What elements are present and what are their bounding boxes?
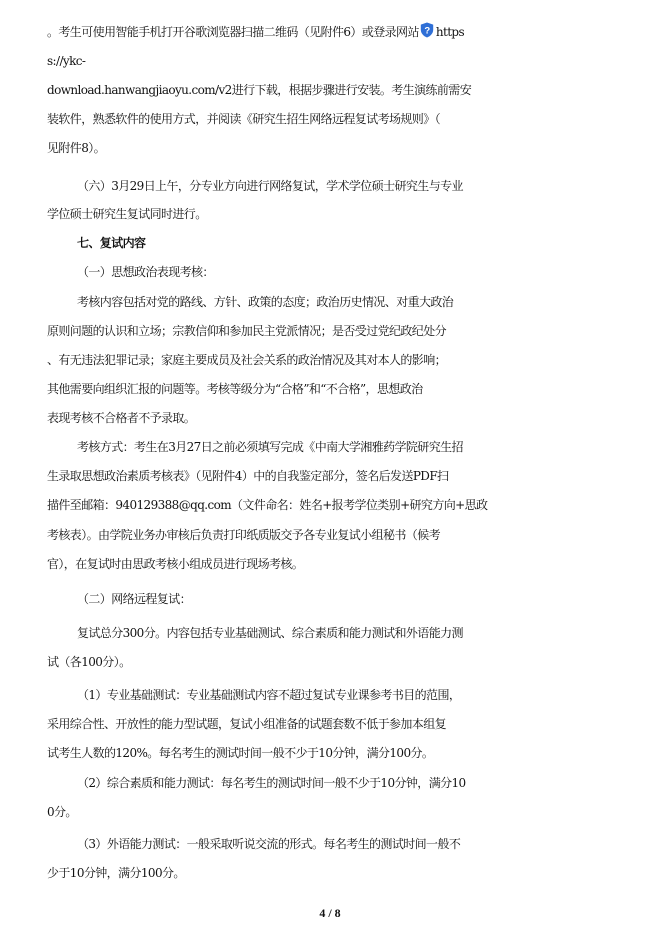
text-line: 试考生人数的120%。每名考生的测试时间一般不少于10分钟，满分100分。 [47, 746, 434, 760]
url-line: download.hanwangjiaoyu.com/v2进行下载，根据步骤进行安装。考生演练前需安 [47, 83, 472, 97]
paragraph-line: 考核内容包括对党的路线、方针、政策的态度；政治历史情况、对重大政治 [77, 295, 454, 309]
text-line: 试（各100分）。 [47, 655, 131, 669]
text-line: 官），在复试时由思政考核小组成员进行现场考核。 [47, 557, 304, 571]
paragraph-line: 考核方式：考生在3月27日之前必须填写完成《中南大学湘雅药学院研究生招 [77, 440, 463, 454]
text-line: 学位硕士研究生复试同时进行。 [47, 207, 207, 221]
text-line: 、有无违法犯罪记录；家庭主要成员及社会关系的政治情况及其对本人的影响； [47, 353, 447, 367]
paragraph-line: （2）综合素质和能力测试：每名考生的测试时间一般不少于10分钟，满分10 [77, 776, 466, 790]
shield-icon [420, 22, 434, 38]
text-line: 0分。 [47, 805, 77, 819]
text-line: 少于10分钟，满分100分。 [47, 866, 185, 880]
section-heading: 七、复试内容 [77, 236, 146, 250]
paragraph-line: （1）专业基础测试：专业基础测试内容不超过复试专业课参考书目的范围， [77, 688, 461, 702]
text-line: 见附件8）。 [47, 141, 106, 155]
subsection-heading: （一）思想政治表现考核： [77, 265, 214, 279]
subsection-heading: （二）网络远程复试： [77, 592, 192, 606]
text-line: 采用综合性、开放性的能力型试题，复试小组准备的试题套数不低于参加本组复 [47, 717, 447, 731]
url-text[interactable]: https [435, 25, 465, 39]
text-line: 装软件，熟悉软件的使用方式，并阅读《研究生招生网络远程复试考场规则》（ [47, 112, 441, 126]
text-line: 原则问题的认识和立场；宗教信仰和参加民主党派情况；是否受过党纪政纪处分 [47, 324, 447, 338]
url-line[interactable]: s://ykc- [47, 54, 86, 68]
page-number: 4 / 8 [319, 906, 341, 920]
email-line: 描件至邮箱：940129388@qq.com（文件命名：姓名+报考学位类别+研究方向+思政 [47, 498, 488, 512]
text-line [47, 22, 660, 42]
paragraph-line: （六）3月29日上午，分专业方向进行网络复试，学术学位硕士研究生与专业 [77, 179, 463, 193]
text-line: 考核表）。由学院业务办审核后负责打印纸质版交予各专业复试小组秘书（候考 [47, 528, 441, 542]
text-line: 其他需要向组织汇报的问题等。考核等级分为“合格”和“不合格”，思想政治 [47, 382, 423, 396]
text-line: 表现考核不合格者不予录取。 [47, 411, 196, 425]
line-text: 。考生可使用智能手机打开谷歌浏览器扫描二维码（见附件6）或登录网站 [47, 25, 419, 39]
text-line: 生录取思想政治素质考核表》（见附件4）中的自我鉴定部分，签名后发送PDF扫 [47, 469, 449, 483]
svg-text:?: ? [424, 25, 430, 37]
paragraph-line: （3）外语能力测试：一般采取听说交流的形式。每名考生的测试时间一般不 [77, 837, 461, 851]
paragraph-line: 复试总分300分。内容包括专业基础测试、综合素质和能力测试和外语能力测 [77, 626, 463, 640]
